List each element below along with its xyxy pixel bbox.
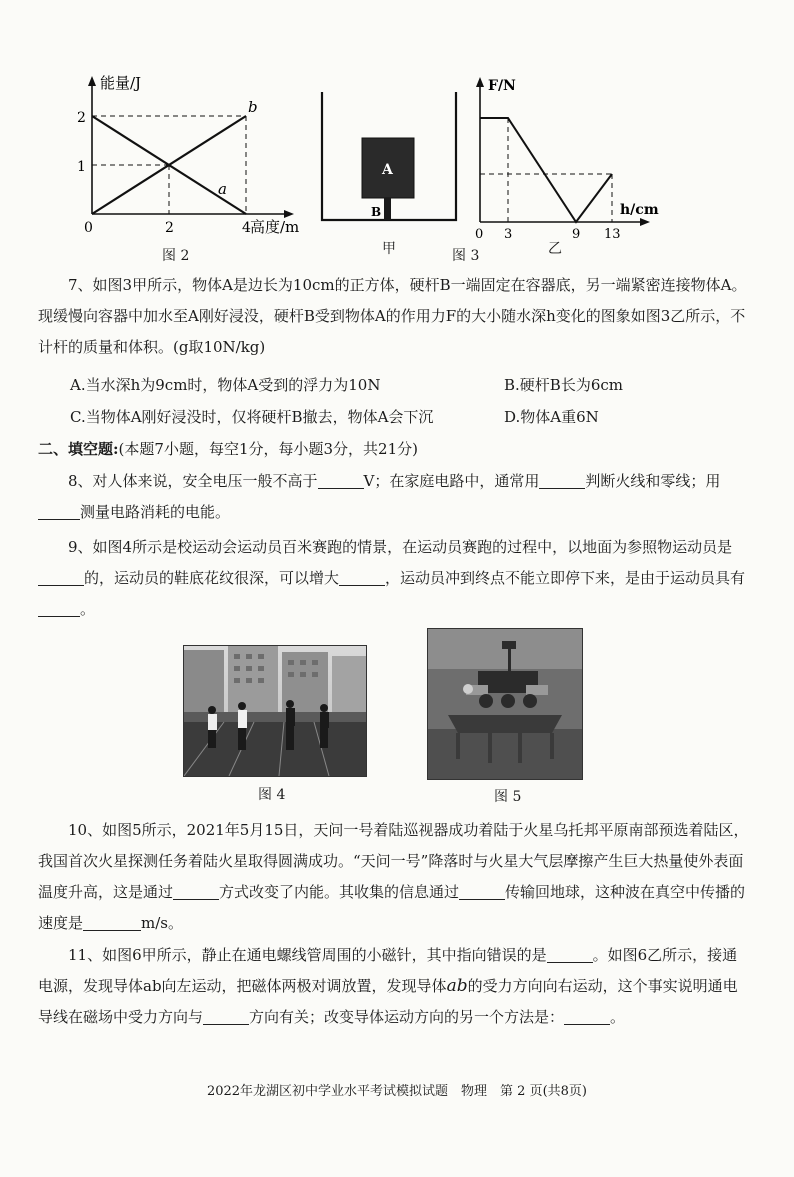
- x-axis-arrow: [640, 218, 650, 226]
- x-axis-label: h/cm: [620, 202, 659, 218]
- figure-2: [72, 72, 322, 242]
- q11-blank-2[interactable]: [203, 1009, 249, 1025]
- line-a-label: a: [218, 180, 227, 198]
- q11-part-4: 方向有关；改变导体运动方向的另一个方法是：: [249, 1008, 565, 1026]
- q10-part-1: 10、如图5所示，2021年5月15日，天问一号着陆巡视器成功着陆于火星乌托邦平原南部预选着陆区，我国首次火星探测任务着陆火星取得圆满成功。“天问一号”降落时与火星大气层摩擦产生巨大热量使外表面温度升高，这是通过: [38, 821, 749, 901]
- q10-blank-3[interactable]: [83, 915, 141, 931]
- q9-part-2: 的，运动员的鞋底花纹很深，可以增大: [84, 569, 340, 587]
- x-axis-arrow: [284, 210, 294, 218]
- question-8: [38, 466, 750, 528]
- q8-blank-3[interactable]: [38, 504, 80, 520]
- figure-4-photo: [183, 645, 367, 777]
- x-tick-9: 9: [572, 227, 581, 242]
- figure-3-yi-caption: 乙: [548, 241, 562, 257]
- figure-3-yi: [470, 72, 670, 242]
- figure-4-caption: 图 4: [258, 787, 286, 803]
- section-2-title: 二、填空题:: [38, 440, 119, 458]
- x-tick-13: 13: [604, 227, 621, 242]
- figure-2-caption: 图 2: [162, 248, 190, 264]
- q10-blank-1[interactable]: [173, 884, 219, 900]
- q11-part-2: 。如图6乙所示，接通电源，发现导体ab向左运动，把磁体两极对调放置，发现导体: [38, 946, 738, 995]
- q11-conductor-ab: ab: [446, 976, 468, 996]
- q10-blank-2[interactable]: [459, 884, 505, 900]
- q11-part-1: 11、如图6甲所示，静止在通电螺线管周围的小磁针，其中指向错误的是: [68, 946, 547, 964]
- q10-part-4: m/s。: [141, 914, 183, 932]
- question-9: [38, 532, 750, 625]
- object-a-label: A: [382, 162, 393, 178]
- question-10: [38, 815, 750, 939]
- question-7: [38, 270, 750, 363]
- q11-blank-3[interactable]: [564, 1009, 610, 1025]
- q8-part-4: 测量电路消耗的电能。: [80, 503, 231, 521]
- option-c: C.当物体A刚好浸没时，仅将硬杆B撤去，物体A会下沉: [70, 408, 434, 426]
- y-axis-arrow: [476, 77, 484, 87]
- force-depth-graph: [470, 72, 670, 242]
- q9-part-3: ，运动员冲到终点不能立即停下来，是由于运动员具有: [385, 569, 746, 587]
- figure-2-graph: [72, 72, 322, 242]
- q9-blank-3[interactable]: [38, 601, 80, 617]
- force-line: [480, 118, 612, 222]
- line-b-label: b: [248, 98, 258, 116]
- q8-blank-2[interactable]: [539, 473, 585, 489]
- x-tick-0: 0: [475, 227, 484, 242]
- mars-rover-image: [428, 629, 582, 779]
- y-tick-2: 2: [77, 110, 86, 126]
- q10-part-2: 方式改变了内能。其收集的信息通过: [219, 883, 460, 901]
- x-tick-4: 4: [242, 220, 251, 236]
- section-2-heading: [38, 438, 418, 459]
- y-tick-1: 1: [77, 159, 86, 175]
- q11-part-5: 。: [610, 1008, 626, 1026]
- q8-part-1: 8、对人体来说，安全电压一般不高于: [68, 472, 318, 490]
- x-tick-3: 3: [504, 227, 513, 242]
- q9-part-1: 9、如图4所示是校运动会运动员百米赛跑的情景，在运动员赛跑的过程中，以地面为参照物运动员是: [68, 538, 733, 556]
- x-axis-label: 高度/m: [250, 218, 300, 236]
- x-tick-0: 0: [84, 220, 93, 236]
- section-2-note: (本题7小题，每空1分，每小题3分，共21分): [118, 440, 418, 458]
- option-a: A.当水深h为9cm时，物体A受到的浮力为10N: [70, 376, 381, 394]
- q8-blank-1[interactable]: [318, 473, 364, 489]
- y-axis-label: 能量/J: [100, 74, 142, 92]
- q9-blank-1[interactable]: [38, 570, 84, 586]
- container-diagram: [316, 90, 466, 230]
- q11-part-3: 的受力方向向右运动，这个事实说明通电导线在磁场中受力方向与: [38, 977, 738, 1026]
- figure-3-jia: [316, 90, 466, 230]
- page-footer: 2022年龙湖区初中学业水平考试模拟试题 物理 第 2 页(共8页): [206, 1084, 588, 1099]
- sprint-race-image: [184, 646, 366, 776]
- figure-5-photo: [427, 628, 583, 780]
- q9-blank-2[interactable]: [339, 570, 385, 586]
- figure-3-caption: 图 3: [452, 248, 480, 264]
- question-7-text: 7、如图3甲所示，物体A是边长为10cm的正方体，硬杆B一端固定在容器底，另一端紧密连接物体A。现缓慢向容器中加水至A刚好浸没，硬杆B受到物体A的作用力F的大小随水深h变化的图象如图3乙所示，不计杆的质量和体积。(g取10N/kg): [38, 276, 747, 356]
- figure-5-caption: 图 5: [494, 789, 522, 805]
- question-11: [38, 940, 750, 1033]
- q10-part-3: 传输回地球，这种波在真空中传播的速度是: [38, 883, 746, 932]
- option-b: B.硬杆B长为6cm: [504, 376, 623, 394]
- q8-part-3: 判断火线和零线；用: [585, 472, 721, 490]
- y-axis-arrow: [88, 76, 96, 86]
- option-d: D.物体A重6N: [504, 408, 599, 426]
- rod-b-label: B: [371, 205, 382, 219]
- figure-3-jia-caption: 甲: [382, 241, 396, 257]
- q9-part-4: 。: [80, 600, 96, 618]
- q8-part-2: V；在家庭电路中，通常用: [363, 472, 540, 490]
- x-tick-2: 2: [165, 220, 174, 236]
- q11-blank-1[interactable]: [547, 947, 593, 963]
- rod-b: [384, 198, 391, 220]
- y-axis-label: F/N: [488, 78, 516, 94]
